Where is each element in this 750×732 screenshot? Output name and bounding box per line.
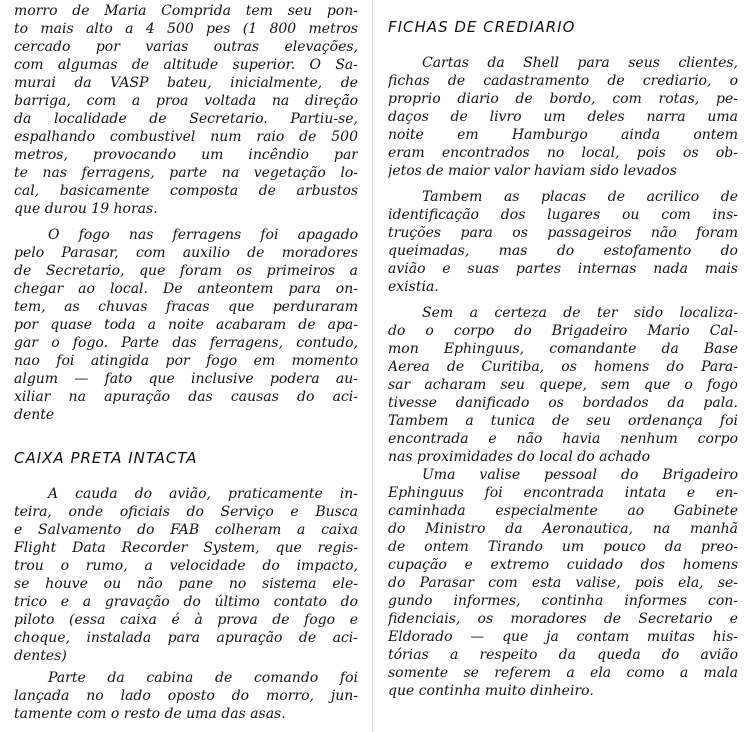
left-column — [14, 0, 358, 723]
text-line: te nas ferragens, parte na vegetação lo- — [14, 165, 358, 181]
text-line: avião e suas partes internas nada mais — [388, 261, 738, 277]
text-line: chegar ao local. De anteontem para on- — [14, 281, 358, 297]
text-line: tórias a respeito da queda do avião — [388, 647, 738, 663]
text-line: Ephinguus foi encontrada intata e en- — [388, 485, 738, 501]
text-line: proprio diario de bordo, com rotas, pe- — [388, 91, 738, 107]
text-line: nao foi atingida por fogo em momento — [14, 353, 358, 369]
text-line: choque, instalada para apuração de aci- — [14, 630, 358, 646]
column-divider — [372, 0, 373, 732]
text-line: mon Ephinguus, comandante da Base — [388, 341, 738, 357]
text-line: espalhando combustivel num raio de 500 — [14, 129, 358, 145]
text-line: barriga, com a proa voltada na direção — [14, 93, 358, 109]
text-line: se houve ou não pane no sistema ele- — [14, 576, 358, 592]
text-line: que continha muito dinheiro. — [388, 683, 594, 699]
text-line: jetos de maior valor haviam sido levados — [388, 163, 677, 179]
text-line: da localidade de Secretario. Partiu-se, — [14, 111, 358, 127]
right-column — [388, 0, 738, 700]
text-line: pelo Parasar, com auxilio de moradores — [14, 245, 358, 261]
text-line: trou o rumo, a velocidade do impacto, — [14, 558, 358, 574]
text-line: cercado por varias outras elevações, — [14, 39, 358, 55]
paragraph-valise — [388, 466, 738, 700]
section-heading-caixa-preta: CAIXA PRETA INTACTA — [14, 449, 198, 467]
text-line: queimadas, mas do estofamento do — [388, 243, 738, 259]
paragraph-fire — [14, 226, 358, 424]
text-line: tamente com o resto de uma das asas. — [14, 706, 286, 722]
text-line: tem, as chuvas fracas que perduraram — [14, 299, 358, 315]
text-line: Flight Data Recorder System, que regis- — [14, 540, 358, 556]
paragraph-crash-site — [14, 2, 358, 218]
text-line: por quase toda a noite acabaram de apa- — [14, 317, 358, 333]
paragraph-flight-recorder — [14, 485, 358, 665]
text-line: eram encontrados no local, pois os ob- — [388, 145, 738, 161]
text-line: daços de livro um deles narra uma — [388, 109, 738, 125]
text-line: Cartas da Shell para seus clientes, — [422, 55, 738, 71]
text-line: xiliar na apuração das causas do aci- — [14, 389, 358, 405]
text-line: gar o fogo. Parte das ferragens, contudo, — [14, 335, 358, 351]
text-line: de Secretario, que foram os primeiros a — [14, 263, 358, 279]
text-line: trico e a gravação do último contato do — [14, 594, 358, 610]
text-line: caminhada especialmente ao Gabinete — [388, 503, 738, 519]
text-line: metros, provocando um incêndio par — [14, 147, 358, 163]
text-line: A cauda do avião, praticamente in- — [48, 486, 358, 502]
text-line: dentes) — [14, 648, 67, 664]
text-line: cal, basicamente composta de arbustos — [14, 183, 358, 199]
text-line: cupação e extremo cuidado dos homens — [388, 557, 738, 573]
text-line: Uma valise pessoal do Brigadeiro — [422, 467, 738, 483]
text-line: Eldorado — que ja contam muitas his- — [388, 629, 738, 645]
text-line: existia. — [388, 279, 439, 295]
text-line: tivesse danificado os bordados da pala. — [388, 395, 738, 411]
text-line: piloto (essa caixa é à prova de fogo e — [14, 612, 358, 628]
paragraph-cockpit — [14, 669, 358, 723]
text-line: morro de Maria Comprida tem seu pon- — [14, 3, 358, 19]
text-line: lançada no lado oposto do morro, jun- — [14, 688, 358, 704]
section-heading-fichas: FICHAS DE CREDIARIO — [388, 18, 576, 36]
text-line: com algumas de altitude superior. O Sa- — [14, 57, 358, 73]
text-line: somente se referem a ela como a mala — [388, 665, 738, 681]
text-line: Tambem as placas de acrilico de — [422, 189, 738, 205]
text-line: do o corpo do Brigadeiro Mario Cal- — [388, 323, 738, 339]
text-line: teira, onde oficiais do Serviço e Busca — [14, 504, 358, 520]
text-line: identificação dos lugares ou com ins- — [388, 207, 738, 223]
text-line: sar acharam seu quepe, sem que o fogo — [388, 377, 738, 393]
paragraph-plates — [388, 188, 738, 296]
text-line: e Salvamento do FAB colheram a caixa — [14, 522, 358, 538]
text-line: O fogo nas ferragens foi apagado — [48, 227, 358, 243]
text-line: algum — fato que inclusive podera au- — [14, 371, 358, 387]
text-line: encontrada e não havia nenhum corpo — [388, 431, 738, 447]
text-line: do Ministro da Aeronautica, na manhã — [388, 521, 738, 537]
text-line: Tambem a tunica de seu ordenança foi — [388, 413, 738, 429]
text-line: fichas de cadastramento de crediario, o — [388, 73, 738, 89]
text-line: truções para os passageiros não foram — [388, 225, 738, 241]
text-line: fidenciais, os moradores de Secretario e — [388, 611, 738, 627]
text-line: dente — [14, 407, 55, 423]
text-line: do Parasar com esta valise, pois ela, se- — [388, 575, 738, 591]
text-line: que durou 19 horas. — [14, 201, 158, 217]
text-line: nas proximidades do local do achado — [388, 449, 651, 465]
paragraph-brigadier-body — [388, 304, 738, 466]
text-line: noite em Hamburgo ainda ontem — [388, 127, 738, 143]
text-line: murai da VASP bateu, inicialmente, de — [14, 75, 358, 91]
paragraph-cards — [388, 54, 738, 180]
text-line: to mais alto a 4 500 pes (1 800 metros — [14, 21, 358, 37]
text-line: gundo informes, continha informes con- — [388, 593, 738, 609]
text-line: de ontem Tirando um pouco da preo- — [388, 539, 738, 555]
text-line: Parte da cabina de comando foi — [48, 670, 358, 686]
text-line: Sem a certeza de ter sido localiza- — [422, 305, 738, 321]
text-line: Aerea de Curitiba, os homens do Para- — [388, 359, 738, 375]
